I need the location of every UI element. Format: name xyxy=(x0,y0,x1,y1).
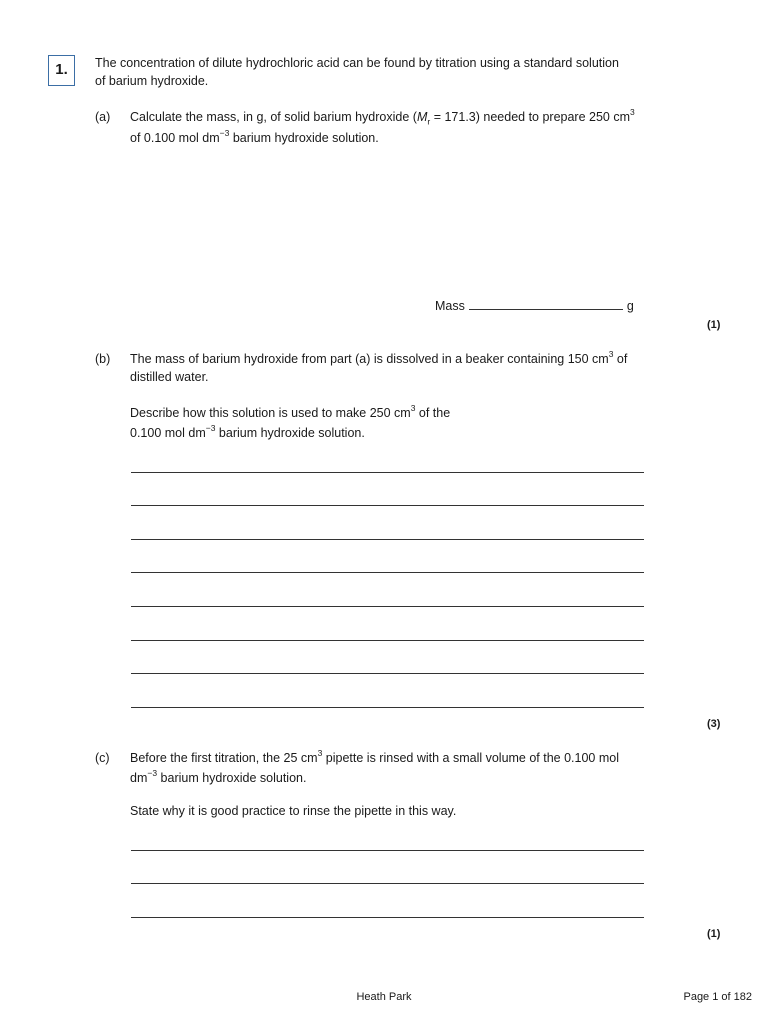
part-a-text: Calculate the mass, in g, of solid barium hydroxide ( xyxy=(130,110,417,124)
part-b-text: The mass of barium hydroxide from part (a) is dissolved in a beaker containing 150 cm xyxy=(130,352,609,366)
mass-unit: g xyxy=(626,299,634,313)
question-intro-line-1: The concentration of dilute hydrochloric acid can be found by titration using a standard solution xyxy=(95,56,619,70)
part-b-text-line-1 xyxy=(130,348,628,366)
mass-answer-line[interactable] xyxy=(469,296,623,310)
answer-line[interactable] xyxy=(131,505,644,506)
superscript: −3 xyxy=(219,127,230,138)
part-b-label: (b) xyxy=(95,352,111,366)
part-a-label: (a) xyxy=(95,110,111,124)
molar-mass-symbol: M xyxy=(416,110,428,124)
answer-line[interactable] xyxy=(131,883,644,884)
answer-line[interactable] xyxy=(131,606,644,607)
superscript: 3 xyxy=(608,348,614,359)
part-c-text-line-1 xyxy=(130,747,620,765)
mass-answer-row xyxy=(435,296,634,313)
part-a-text-line-1 xyxy=(130,106,635,127)
answer-line[interactable] xyxy=(131,673,644,674)
part-a-text: barium hydroxide solution. xyxy=(229,131,379,145)
part-b-text: of xyxy=(613,352,628,366)
part-c-text: pipette is rinsed with a small volume of the 0.100 mol xyxy=(322,751,620,765)
answer-line[interactable] xyxy=(131,572,644,573)
answer-line[interactable] xyxy=(131,850,644,851)
part-a-text: of 0.100 mol dm xyxy=(130,131,220,145)
part-c-text-line-2 xyxy=(130,767,307,785)
question-number: 1. xyxy=(55,61,68,78)
part-b-text-line-4 xyxy=(130,422,365,440)
part-b-text: 0.100 mol dm xyxy=(130,426,206,440)
answer-line[interactable] xyxy=(131,917,644,918)
superscript: −3 xyxy=(205,422,216,433)
question-intro-line-2: of barium hydroxide. xyxy=(95,74,209,88)
mass-label: Mass xyxy=(435,299,465,313)
part-a-text-line-2 xyxy=(130,127,379,145)
answer-line[interactable] xyxy=(131,640,644,641)
superscript: 3 xyxy=(317,747,323,758)
answer-line[interactable] xyxy=(131,539,644,540)
part-b-text-line-2: distilled water. xyxy=(130,370,209,384)
part-a-marks: (1) xyxy=(707,319,721,331)
part-a-text: = 171.3) needed to prepare 250 cm xyxy=(430,110,631,124)
part-b-text-line-3 xyxy=(130,402,451,420)
part-c-text: dm xyxy=(130,771,148,785)
superscript: −3 xyxy=(147,767,158,778)
part-c-text: Before the first titration, the 25 cm xyxy=(130,751,318,765)
answer-line[interactable] xyxy=(131,472,644,473)
superscript: 3 xyxy=(630,106,635,117)
footer-center: Heath Park xyxy=(356,991,412,1003)
superscript: 3 xyxy=(410,402,416,413)
part-b-marks: (3) xyxy=(707,718,721,730)
answer-line[interactable] xyxy=(131,707,644,708)
molar-mass-subscript: r xyxy=(427,116,431,127)
question-number-box xyxy=(48,55,75,86)
part-c-label: (c) xyxy=(95,751,110,765)
part-b-text: Describe how this solution is used to make 250 cm xyxy=(130,406,411,420)
part-c-marks: (1) xyxy=(707,928,721,940)
part-c-text-line-3: State why it is good practice to rinse the pipette in this way. xyxy=(130,804,457,818)
part-c-text: barium hydroxide solution. xyxy=(157,771,307,785)
part-b-text: of the xyxy=(415,406,451,420)
part-b-text: barium hydroxide solution. xyxy=(215,426,365,440)
page-number: Page 1 of 182 xyxy=(683,991,752,1003)
